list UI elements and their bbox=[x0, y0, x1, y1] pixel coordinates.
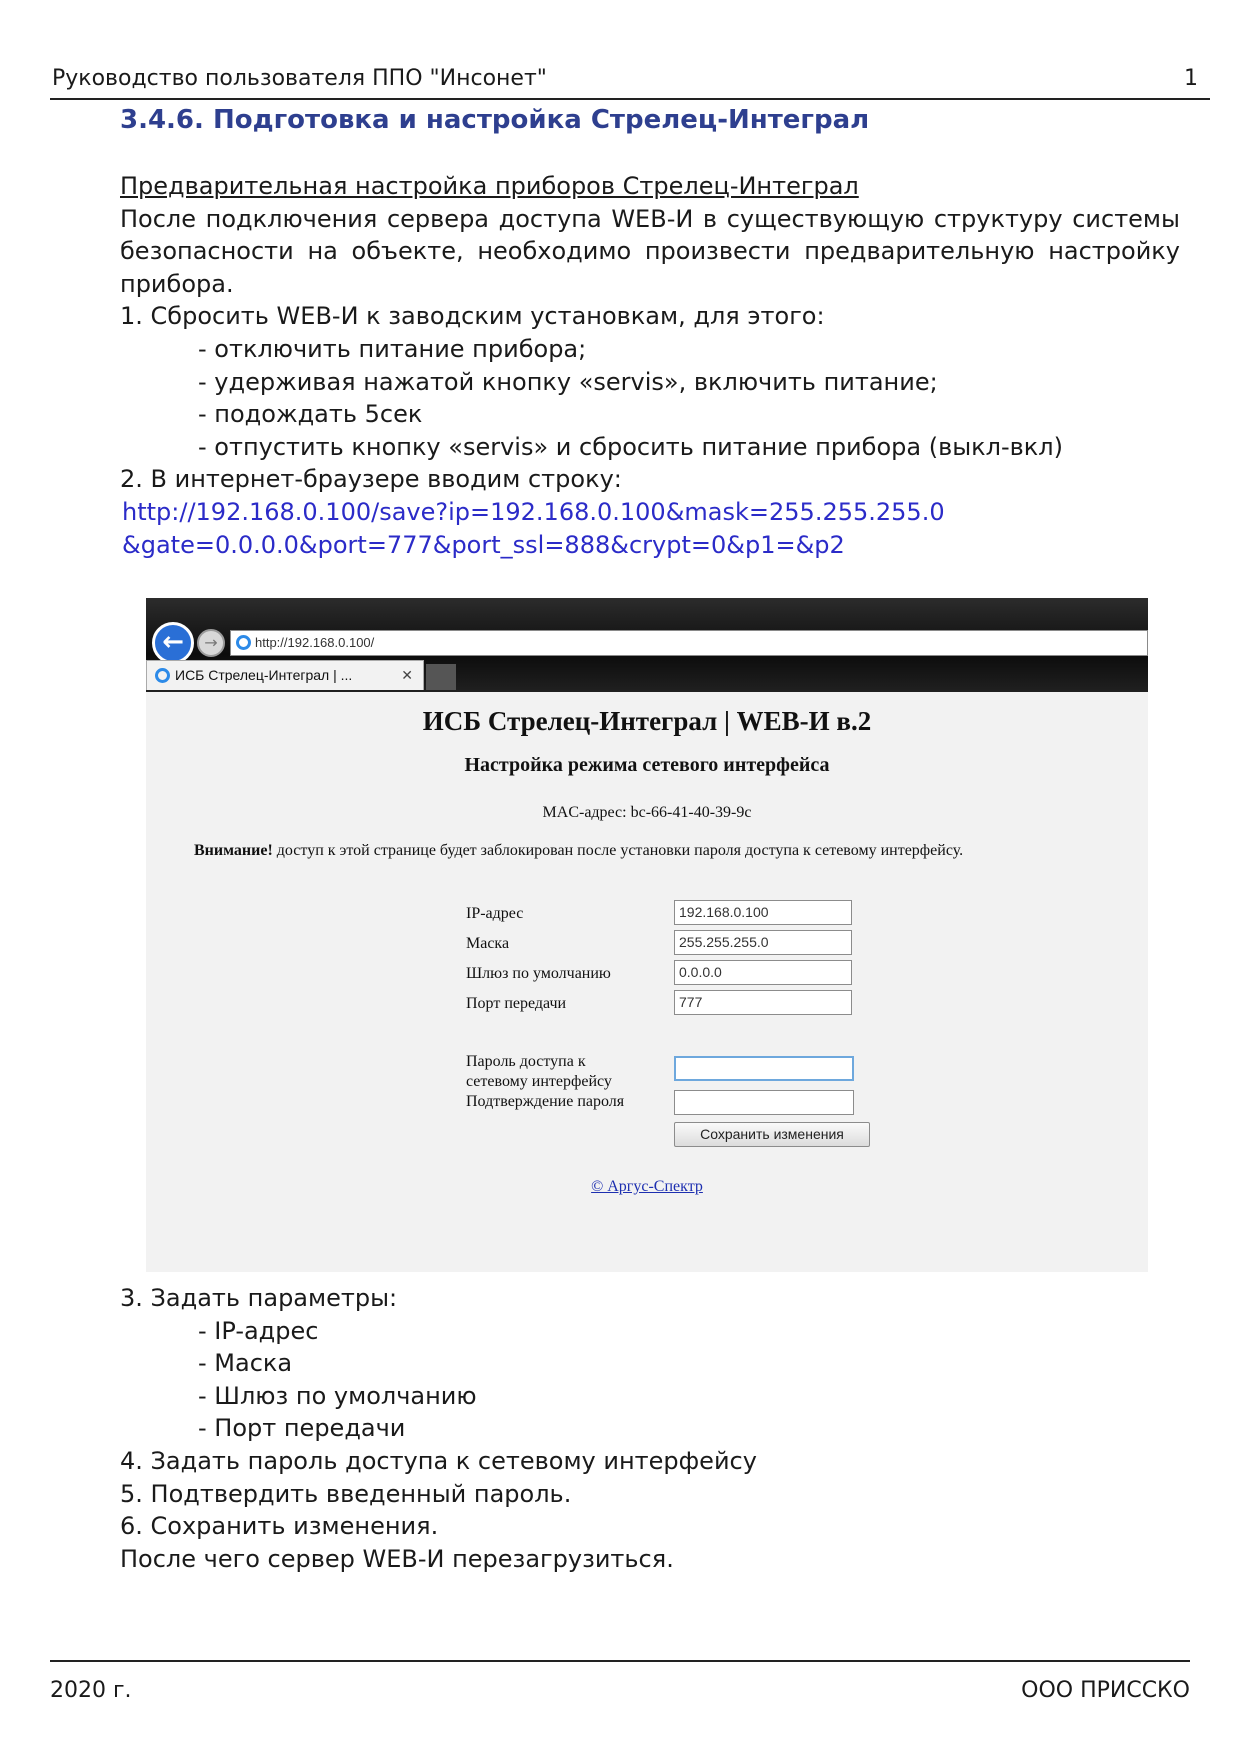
section-heading: 3.4.6. Подготовка и настройка Стрелец-Интеграл bbox=[120, 105, 870, 135]
config-url-line-2: &gate=0.0.0.0&port=777&port_ssl=888&crypt=0&p1=&p2 bbox=[122, 530, 845, 559]
footer-divider bbox=[50, 1660, 1190, 1662]
mask-label: Маска bbox=[466, 935, 510, 952]
step-1-item: - отключить питание прибора; bbox=[198, 334, 587, 363]
browser-screenshot bbox=[146, 598, 1148, 1272]
password-label-line-1: Пароль доступа к bbox=[466, 1053, 586, 1070]
gateway-label: Шлюз по умолчанию bbox=[466, 965, 611, 982]
step-3: 3. Задать параметры: bbox=[120, 1284, 398, 1312]
intro-subtitle: Предварительная настройка приборов Стрелец-Интеграл bbox=[120, 172, 859, 200]
steps-list bbox=[120, 1282, 1180, 1575]
warning-message: доступ к этой странице будет заблокирован после установки пароля доступа к сетевому интерфейсу. bbox=[272, 842, 964, 859]
forward-arrow-icon[interactable]: → bbox=[197, 629, 225, 657]
copyright-link[interactable]: © Аргус-Спектр bbox=[591, 1178, 703, 1195]
save-changes-button[interactable]: Сохранить изменения bbox=[674, 1122, 870, 1147]
mac-address: MAC-адрес: bc-66-41-40-39-9c bbox=[542, 804, 752, 821]
password-label bbox=[466, 1052, 612, 1092]
browser-chrome bbox=[146, 598, 1148, 692]
ip-input[interactable]: 192.168.0.100 bbox=[674, 900, 852, 925]
intro-line-2: безопасности на объекте, необходимо произвести предварительную настройку bbox=[120, 237, 1180, 266]
intro-line-1: После подключения сервера доступа WEB-И в существующую структуру системы bbox=[120, 204, 1180, 233]
step-3-item: - Маска bbox=[198, 1349, 293, 1378]
step-1: 1. Сбросить WEB-И к заводским установкам, для этого: bbox=[120, 302, 825, 331]
footer-year: 2020 г. bbox=[50, 1678, 132, 1703]
step-4: 4. Задать пароль доступа к сетевому интерфейсу bbox=[120, 1446, 757, 1475]
address-bar[interactable] bbox=[230, 630, 1148, 656]
port-input[interactable]: 777 bbox=[674, 990, 852, 1015]
new-tab-button[interactable] bbox=[426, 664, 456, 690]
header-title: Руководство пользователя ППО "Инсонет" bbox=[52, 66, 547, 91]
port-label: Порт передачи bbox=[466, 995, 567, 1012]
close-tab-icon[interactable]: ✕ bbox=[401, 667, 413, 683]
step-3-item: - Шлюз по умолчанию bbox=[198, 1381, 477, 1410]
gateway-input[interactable]: 0.0.0.0 bbox=[674, 960, 852, 985]
intro-line-3: прибора. bbox=[120, 269, 234, 298]
step-5: 5. Подтвердить введенный пароль. bbox=[120, 1479, 572, 1508]
ip-label: IP-адрес bbox=[466, 905, 524, 922]
address-text: http://192.168.0.100/ bbox=[255, 635, 375, 650]
page-header bbox=[50, 66, 1210, 100]
config-url-line-1: http://192.168.0.100/save?ip=192.168.0.100&mask=255.255.255.0 bbox=[122, 497, 945, 526]
web-page-title: ИСБ Стрелец-Интеграл | WEB-И в.2 bbox=[422, 706, 872, 736]
password-input[interactable] bbox=[674, 1056, 854, 1081]
footer-company: ООО ПРИССКО bbox=[1021, 1678, 1190, 1703]
step-1-item: - удерживая нажатой кнопку «servis», включить питание; bbox=[198, 367, 938, 396]
web-page bbox=[146, 692, 1148, 1272]
step-2: 2. В интернет-браузере вводим строку: bbox=[120, 465, 622, 494]
mask-input[interactable]: 255.255.255.0 bbox=[674, 930, 852, 955]
intro-text bbox=[120, 170, 1180, 561]
warning-text bbox=[194, 842, 1148, 860]
page-number: 1 bbox=[1184, 66, 1198, 91]
tab-title: ИСБ Стрелец-Интеграл | ... bbox=[175, 667, 353, 683]
ie-logo-icon bbox=[236, 635, 251, 650]
password-label-line-2: сетевому интерфейсу bbox=[466, 1073, 612, 1090]
step-3-item: - Порт передачи bbox=[198, 1414, 406, 1443]
final-note: После чего сервер WEB-И перезагрузиться. bbox=[120, 1544, 674, 1573]
confirm-password-input[interactable] bbox=[674, 1090, 854, 1115]
step-3-item: - IP-адрес bbox=[198, 1316, 319, 1345]
back-arrow-icon[interactable]: ← bbox=[152, 622, 194, 664]
confirm-password-label: Подтверждение пароля bbox=[466, 1093, 625, 1110]
step-1-item: - подождать 5сек bbox=[198, 400, 423, 429]
step-6: 6. Сохранить изменения. bbox=[120, 1512, 439, 1541]
web-page-subtitle: Настройка режима сетевого интерфейса bbox=[464, 754, 830, 776]
warning-label: Внимание! bbox=[194, 842, 273, 859]
browser-tab[interactable] bbox=[146, 660, 424, 690]
copyright-line bbox=[146, 1178, 1148, 1196]
ie-logo-icon bbox=[155, 668, 170, 683]
step-1-item: - отпустить кнопку «servis» и сбросить питание прибора (выкл-вкл) bbox=[198, 432, 1063, 461]
